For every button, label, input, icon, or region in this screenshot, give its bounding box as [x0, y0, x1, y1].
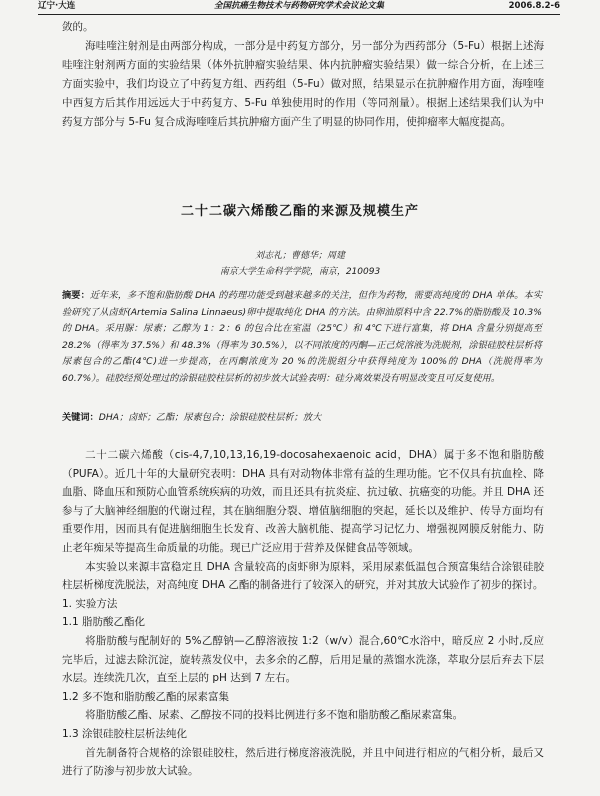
article-body: [62, 446, 544, 781]
article-authors: 刘志礼；曹德华；周建: [254, 251, 345, 261]
keywords-label: 关键词：: [62, 412, 99, 423]
subsection-heading-1-3: 1.3 涂银硅胶柱层析法纯化: [62, 727, 188, 740]
previous-article-ending: [62, 18, 544, 132]
intro-paragraph-1: 二十二碳六烯酸（cis-4,7,10,13,16,19-docosahexaenoic acid，DHA）属于多不饱和脂肪酸（PUFA）。近几十年的大量研究表明：DHA 具有对动物体非常有益的生理功能。它不仅具有抗血栓、降血脂、降血压和预防心血管系统疾病的功效，而且还具有抗炎症、抗过敏、抗癌变的功能。并且 DHA 还参与了大脑神经细胞的代谢过程，其在脑细胞分裂、增值脑细胞的突起，延长以及维护、传导方面均有重要作用，因而具有促进脑细胞生长发育、改善大脑机能、提高学习记忆力、增强视网膜反射能力、防止老年痴呆等提高生命质量的功能。现已广泛应用于营养及保健食品等领域。: [62, 449, 544, 554]
header-date: 2006.8.2-6: [508, 1, 560, 11]
methods-paragraph-3: 首先制备符合规格的涂银硅胶柱，然后进行梯度溶液洗脱，并且中间进行相应的气相分析，最后又进行了防渗与初步放大试验。: [62, 746, 544, 778]
section-heading-methods: 1. 实验方法: [62, 597, 118, 610]
previous-article-paragraph: 海哇喹注射剂是由两部分构成，一部分是中药复方部分，另一部分为西药部分（5-Fu）根据上述海哇喹注射剂两方面的实验结果（体外抗肿瘤实验结果、体内抗肿瘤实验结果）做一综合分析，在上述三方面实验中，我们均设立了中药复方组、西药组（5-Fu）做对照，结果显示在抗肿瘤作用方面，海喹喹中西复方后其作用远远大于中药复方、5-Fu 单独使用时的作用（等同剂量）。根据上述结果我们认为中药复方部分与 5-Fu 复合成海喹喹后其抗肿瘤方面产生了明显的协同作用，使抑瘤率大幅度提高。: [62, 40, 544, 128]
keywords-text: DHA；卤虾；乙酯；尿素包合；涂银硅胶柱层析；放大: [98, 412, 322, 423]
article-title: 二十二碳六烯酸乙酯的来源及规模生产: [180, 204, 419, 219]
abstract: [62, 288, 542, 388]
subsection-heading-1-2: 1.2 多不饱和脂肪酸乙酯的尿素富集: [62, 690, 230, 703]
abstract-text: 近年来，多不饱和脂肪酸 DHA 的药理功能受到越来越多的关注，但作为药物，需要高纯度的 DHA 单体。本实验研究了从卤虾(Artemia Salina Linnaeus)卵中提取纯化 DHA 的方法。由卵油原料中含 22.7%的脂肪酸及 10.3%的 DHA。采用脲：尿素；乙醇为 1：2：6 的包合比在室温（25℃）和 4℃下进行富集，将 DHA 含量分别提高至 28.2%（得率为 37.5%）和 48.3%（得率为 30.5%），以不同浓度的丙酮—正己烷溶液为洗脱剂，涂银硅胶柱层析将尿素包合的乙酯(4℃)进一步提高，在丙酮浓度为 20 %的洗脱组分中获得纯度为 100%的 DHA（洗脱得率为 60.7%）。硅胶经预处理过的涂银硅胶柱层析的初步放大试验表明：硅分离效果没有明显改变且可反复使用。: [62, 290, 543, 384]
header-proceedings-title: 全国抗癌生物技术与药物研究学术会议论文集: [213, 1, 384, 11]
abstract-label: 摘要：: [62, 290, 90, 301]
keywords: [62, 409, 542, 423]
methods-paragraph-1: 将脂肪酸与配制好的 5%乙醇钠—乙醇溶液按 1:2（w/v）混合,60℃水浴中，暗反应 2 小时,反应完毕后，过滤去除沉淀，旋转蒸发仪中，去多余的乙醇，后用足量的蒸馏水洗涤，萃取分层后弃去下层水层。连续洗几次，直至上层的 pH 达到 7 左右。: [62, 634, 544, 685]
running-header: [38, 0, 560, 15]
article-affiliation: 南京大学生命科学学院，南京，210093: [219, 267, 381, 277]
line-fragment: 敛的。: [62, 21, 94, 33]
header-location: 辽宁·大连: [38, 1, 76, 11]
methods-paragraph-2: 将脂肪酸乙酯、尿素、乙醇按不同的投料比例进行多不饱和脂肪酸乙酯尿素富集。: [85, 709, 464, 722]
subsection-heading-1-1: 1.1 脂肪酸乙酯化: [62, 616, 146, 629]
intro-paragraph-2: 本实验以来源丰富稳定且 DHA 含量较高的卤虾卵为原料，采用尿素低温包合预富集结合涂银硅胶柱层析梯度洗脱法，对高纯度 DHA 乙酯的制备进行了较深入的研究，并对其放大试验作了初步的探讨。: [62, 560, 544, 592]
